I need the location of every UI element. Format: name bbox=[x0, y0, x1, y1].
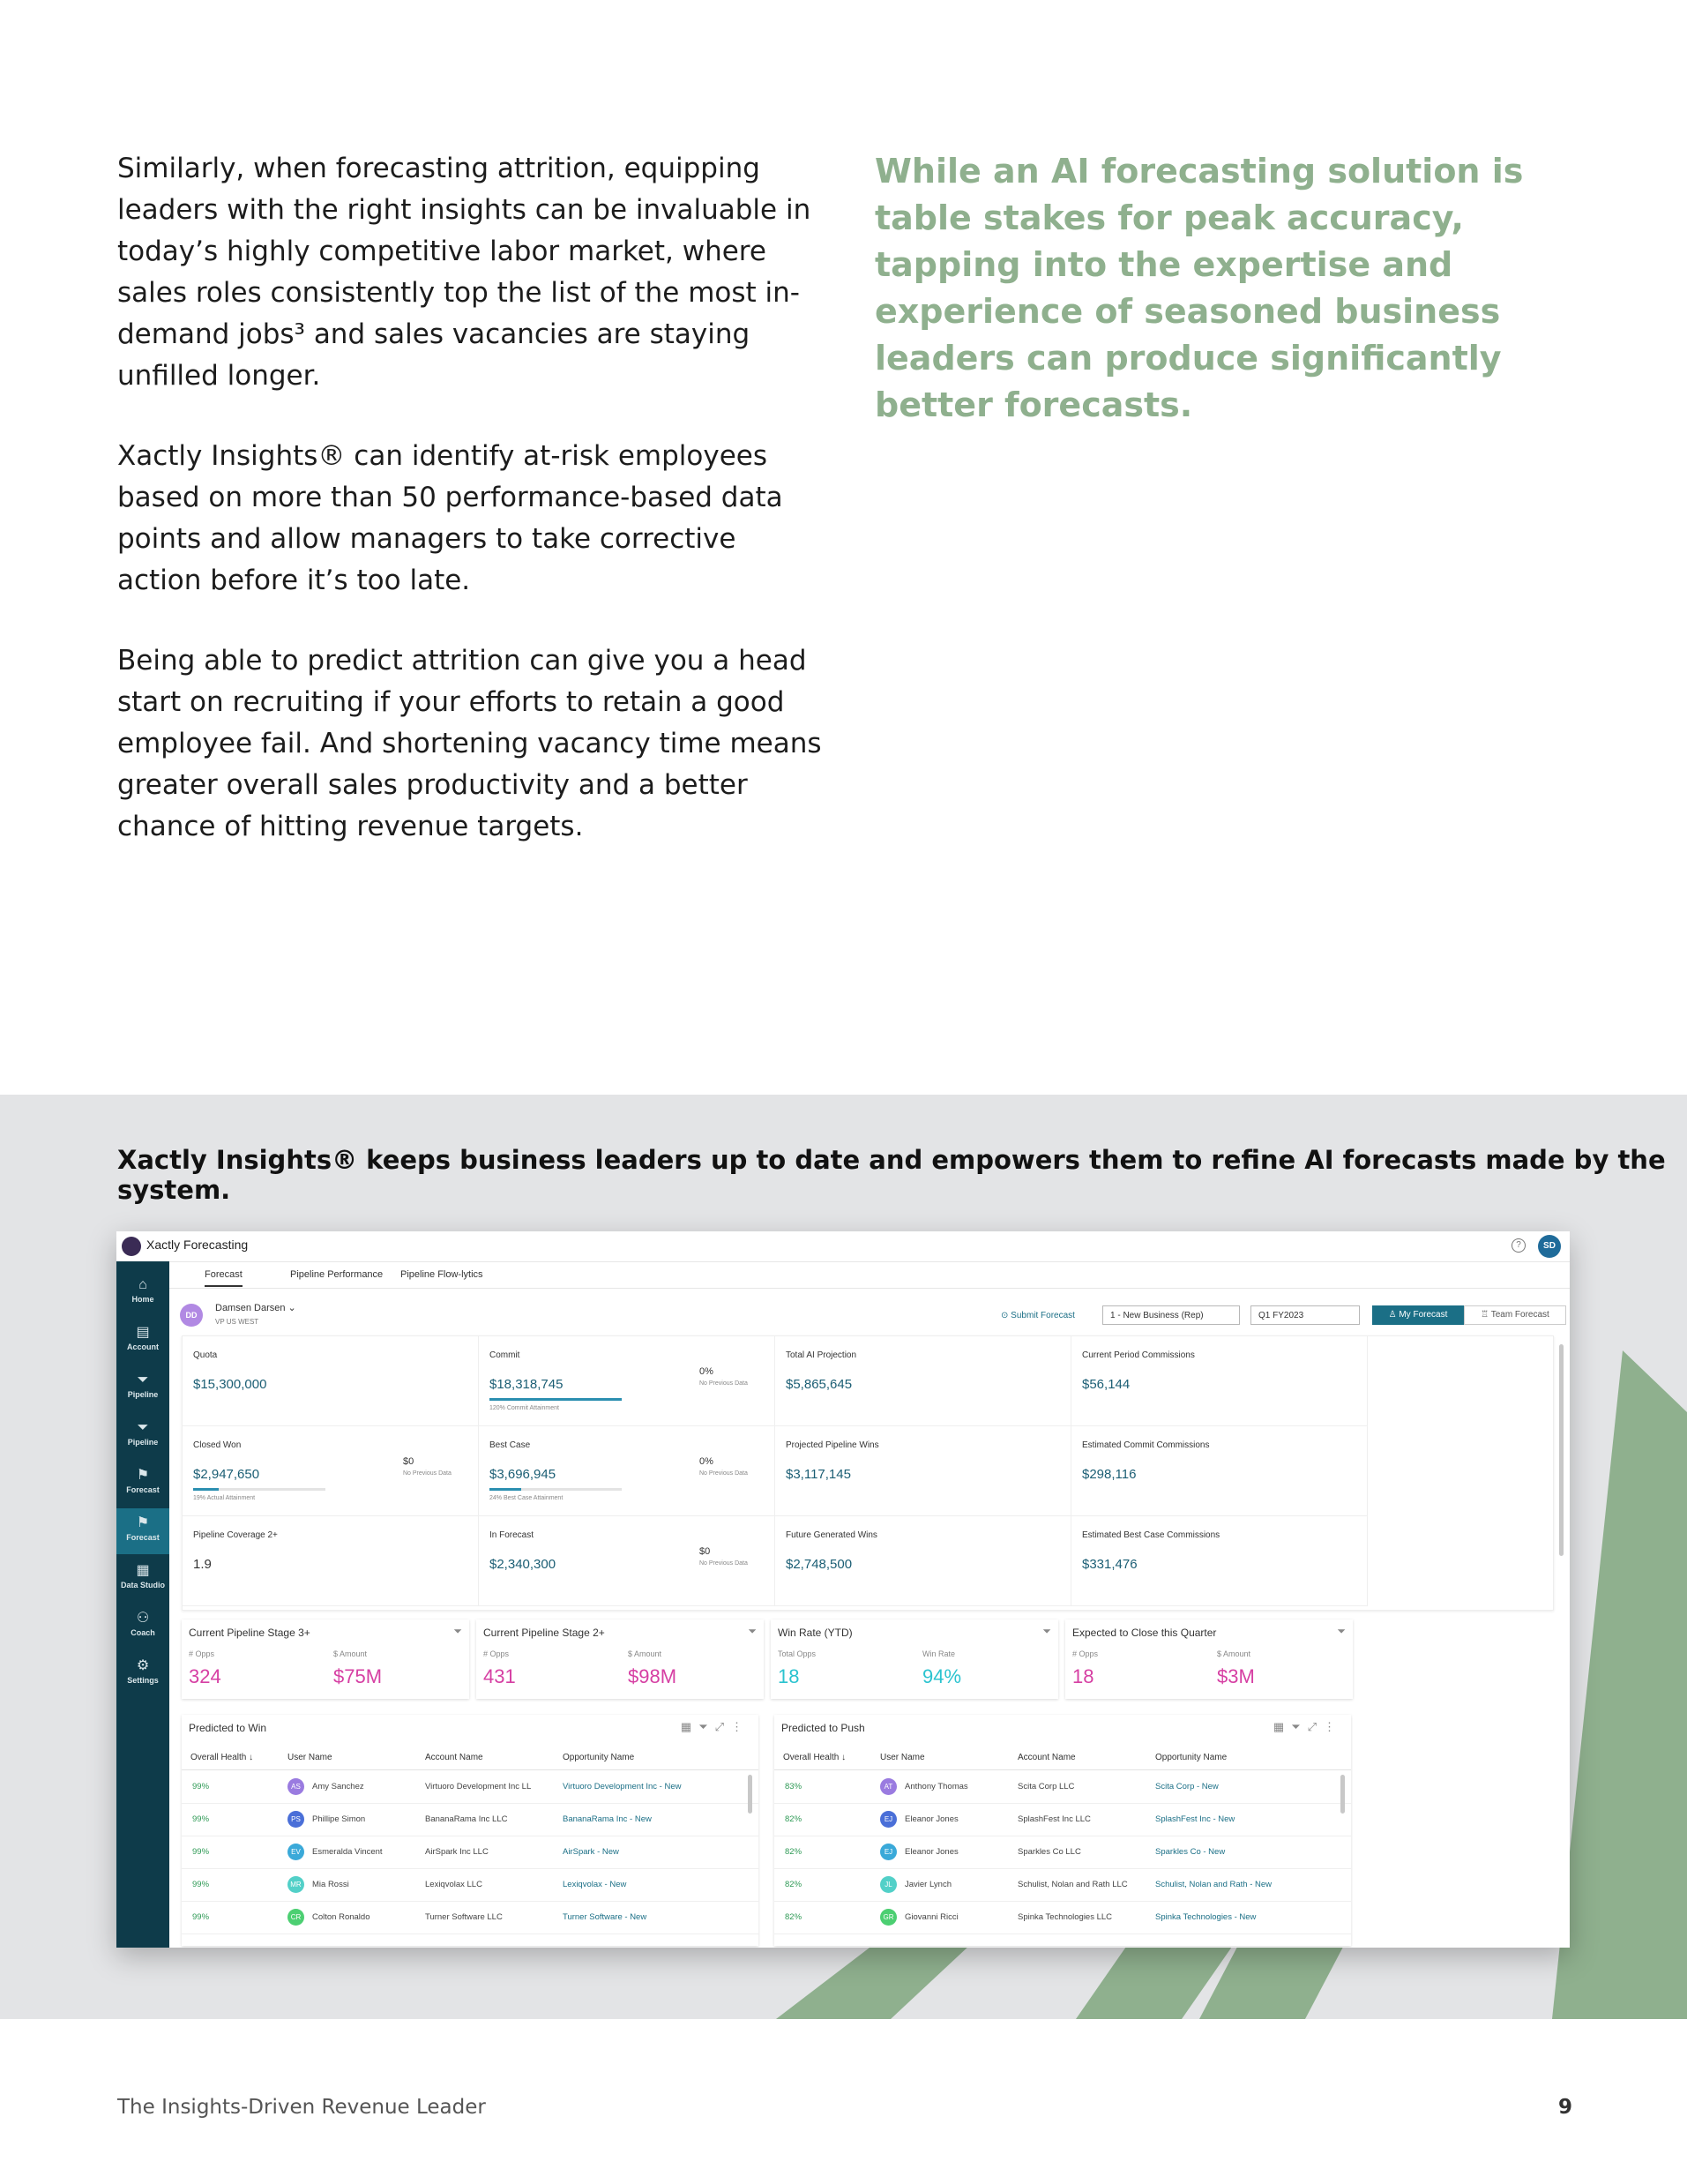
nav-label: Pipeline bbox=[127, 1438, 159, 1447]
card-pipeline-stage-3 bbox=[182, 1619, 469, 1699]
metric-change-note: No Previous Data bbox=[699, 1380, 748, 1387]
row-avatar: JL bbox=[880, 1876, 897, 1893]
metric-value: $331,476 bbox=[1082, 1557, 1138, 1572]
card-title: Win Rate (YTD) bbox=[778, 1627, 853, 1639]
row-avatar: EJ bbox=[880, 1811, 897, 1828]
attainment-fill bbox=[489, 1488, 521, 1491]
card-label-1: # Opps bbox=[1072, 1649, 1099, 1658]
metric-title: Pipeline Coverage 2+ bbox=[193, 1530, 278, 1540]
nav-home[interactable] bbox=[116, 1270, 169, 1316]
metric-in-forecast bbox=[479, 1516, 775, 1606]
col-user[interactable]: User Name bbox=[287, 1753, 332, 1762]
metric-value: $2,340,300 bbox=[489, 1557, 556, 1572]
col-user[interactable]: User Name bbox=[880, 1753, 925, 1762]
table-row[interactable] bbox=[774, 1836, 1351, 1869]
table-row[interactable] bbox=[774, 1901, 1351, 1934]
opportunity-link[interactable]: Sparkles Co - New bbox=[1155, 1847, 1226, 1857]
card-value-2: 94% bbox=[922, 1665, 962, 1687]
account-name[interactable]: AirSpark Inc LLC bbox=[425, 1847, 489, 1857]
account-name[interactable]: BananaRama Inc LLC bbox=[425, 1814, 508, 1824]
table-row[interactable] bbox=[182, 1770, 758, 1804]
metric-title: Total AI Projection bbox=[786, 1350, 857, 1360]
col-health[interactable]: Overall Health ↓ bbox=[190, 1753, 254, 1762]
nav-forecast[interactable] bbox=[116, 1461, 169, 1507]
col-opportunity[interactable]: Opportunity Name bbox=[1155, 1753, 1228, 1762]
metric-change-note: No Previous Data bbox=[699, 1470, 748, 1477]
metric-closed-won bbox=[183, 1426, 479, 1516]
user-name[interactable]: Anthony Thomas bbox=[905, 1782, 968, 1791]
metric-change-note: No Previous Data bbox=[699, 1560, 748, 1567]
metric-title: Future Generated Wins bbox=[786, 1530, 877, 1540]
metric-best-case-commissions bbox=[1071, 1516, 1368, 1606]
health-value: 82% bbox=[785, 1814, 802, 1824]
card-pipeline-stage-2 bbox=[476, 1619, 764, 1699]
attainment-note: 24% Best Case Attainment bbox=[489, 1495, 564, 1501]
card-title: Current Pipeline Stage 3+ bbox=[189, 1627, 310, 1639]
metric-title: Estimated Commit Commissions bbox=[1082, 1440, 1210, 1450]
opportunity-link[interactable]: BananaRama Inc - New bbox=[563, 1814, 652, 1824]
opportunity-link[interactable]: Spinka Technologies - New bbox=[1155, 1912, 1257, 1922]
metric-commit-commissions bbox=[1071, 1426, 1368, 1516]
user-name[interactable]: Esmeralda Vincent bbox=[312, 1847, 383, 1857]
my-forecast-button[interactable]: ♙ My Forecast bbox=[1372, 1305, 1464, 1325]
opportunity-link[interactable]: Turner Software - New bbox=[563, 1912, 647, 1922]
gear-icon: ⚙ bbox=[136, 1658, 150, 1673]
health-value: 82% bbox=[785, 1912, 802, 1922]
nav-account[interactable] bbox=[116, 1318, 169, 1364]
metric-title: Closed Won bbox=[193, 1440, 242, 1450]
footer-title: The Insights-Driven Revenue Leader bbox=[117, 2096, 486, 2119]
opportunity-link[interactable]: Schulist, Nolan and Rath - New bbox=[1155, 1880, 1273, 1889]
metric-title: Estimated Best Case Commissions bbox=[1082, 1530, 1220, 1540]
nav-label: Account bbox=[127, 1343, 159, 1351]
table-header bbox=[182, 1745, 758, 1770]
page-scrollbar[interactable] bbox=[1559, 1344, 1564, 1556]
col-account[interactable]: Account Name bbox=[1018, 1753, 1076, 1762]
data-studio-icon: ▦ bbox=[136, 1563, 150, 1578]
user-name[interactable]: Mia Rossi bbox=[312, 1880, 349, 1889]
row-avatar: AS bbox=[287, 1778, 304, 1795]
card-label-1: Total Opps bbox=[778, 1649, 817, 1658]
attainment-note: 120% Commit Attainment bbox=[489, 1405, 559, 1411]
health-value: 99% bbox=[192, 1782, 210, 1791]
metric-value: $56,144 bbox=[1082, 1377, 1131, 1392]
nav-settings[interactable] bbox=[116, 1651, 169, 1697]
opportunity-link[interactable]: AirSpark - New bbox=[563, 1847, 619, 1857]
nav-coach[interactable] bbox=[116, 1604, 169, 1649]
coach-icon: ⚇ bbox=[136, 1611, 150, 1626]
card-value-1: 18 bbox=[778, 1665, 800, 1687]
submit-forecast-button[interactable]: ⊙ Submit Forecast bbox=[1001, 1311, 1075, 1320]
account-name[interactable]: Spinka Technologies LLC bbox=[1018, 1912, 1113, 1922]
card-expected-close bbox=[1065, 1619, 1353, 1699]
table-row[interactable] bbox=[774, 1770, 1351, 1804]
nav-label: Coach bbox=[131, 1628, 155, 1637]
metric-value: $5,865,645 bbox=[786, 1377, 853, 1392]
card-label-2: $ Amount bbox=[333, 1649, 368, 1658]
card-label-2: Win Rate bbox=[922, 1649, 956, 1658]
filter-icon[interactable]: ⏷ bbox=[1337, 1625, 1346, 1637]
nav-data-studio[interactable] bbox=[116, 1556, 169, 1602]
row-avatar: EV bbox=[287, 1844, 304, 1860]
metric-change: $0 bbox=[403, 1456, 414, 1467]
opportunity-link[interactable]: SplashFest Inc - New bbox=[1155, 1814, 1235, 1824]
manager-role: VP US WEST bbox=[215, 1318, 259, 1326]
forecast-icon: ⚑ bbox=[136, 1468, 150, 1483]
card-title: Expected to Close this Quarter bbox=[1072, 1627, 1217, 1639]
paragraph-3: Being able to predict attrition can give you a head start on recruiting if your efforts to retain a good employee fail. And shortening vacancy time means greater overall sales productivity and a better chance of hitting revenue targets. bbox=[117, 645, 822, 842]
metric-value: $15,300,000 bbox=[193, 1377, 267, 1392]
nav-label: Forecast bbox=[126, 1533, 160, 1542]
card-label-2: $ Amount bbox=[628, 1649, 662, 1658]
nav-pipeline-2[interactable] bbox=[116, 1413, 169, 1459]
attainment-bar bbox=[489, 1398, 622, 1401]
tab-forecast[interactable]: Forecast bbox=[205, 1269, 243, 1287]
metric-current-commissions bbox=[1071, 1336, 1368, 1426]
period-select[interactable]: Q1 FY2023 bbox=[1250, 1305, 1360, 1325]
health-value: 99% bbox=[192, 1880, 210, 1889]
nav-label: Settings bbox=[127, 1676, 159, 1685]
metric-quota bbox=[183, 1336, 479, 1426]
account-name[interactable]: Lexiqvolax LLC bbox=[425, 1880, 482, 1889]
metric-title: Projected Pipeline Wins bbox=[786, 1440, 879, 1450]
metric-change: 0% bbox=[699, 1366, 713, 1377]
metric-value: $2,748,500 bbox=[786, 1557, 853, 1572]
col-health[interactable]: Overall Health ↓ bbox=[783, 1753, 847, 1762]
col-opportunity[interactable]: Opportunity Name bbox=[563, 1753, 635, 1762]
card-label-1: # Opps bbox=[189, 1649, 215, 1658]
card-win-rate bbox=[771, 1619, 1058, 1699]
body-text bbox=[117, 148, 823, 886]
table-title: Predicted to Push bbox=[781, 1722, 865, 1734]
nav-label: Home bbox=[131, 1295, 154, 1304]
table-scrollbar[interactable] bbox=[748, 1775, 752, 1814]
metric-projected-wins bbox=[775, 1426, 1071, 1516]
metric-pipeline-coverage bbox=[183, 1516, 479, 1606]
pull-quote: While an AI forecasting solution is table stakes for peak accuracy, tapping into the expertise and experience of seasoned business leaders can produce significantly better forecasts. bbox=[875, 152, 1524, 424]
card-label-2: $ Amount bbox=[1217, 1649, 1251, 1658]
attainment-fill bbox=[489, 1398, 622, 1401]
row-avatar: GR bbox=[880, 1909, 897, 1926]
table-row[interactable] bbox=[182, 1868, 758, 1902]
account-name[interactable]: SplashFest Inc LLC bbox=[1018, 1814, 1091, 1824]
account-name[interactable]: Schulist, Nolan and Rath LLC bbox=[1018, 1880, 1128, 1889]
metric-title: Commit bbox=[489, 1350, 520, 1360]
row-avatar: PS bbox=[287, 1811, 304, 1828]
card-value-1: 18 bbox=[1072, 1665, 1094, 1687]
account-name[interactable]: Turner Software LLC bbox=[425, 1912, 503, 1922]
table-row[interactable] bbox=[182, 1836, 758, 1869]
metric-title: Current Period Commissions bbox=[1082, 1350, 1195, 1360]
nav-label: Data Studio bbox=[120, 1581, 165, 1589]
metric-change: 0% bbox=[699, 1456, 713, 1467]
funnel-icon: ⏷ bbox=[137, 1372, 149, 1387]
metric-change: $0 bbox=[699, 1546, 711, 1557]
col-account[interactable]: Account Name bbox=[425, 1753, 483, 1762]
funnel-icon: ⏷ bbox=[137, 1420, 149, 1435]
filter-icon[interactable]: ⏷ bbox=[748, 1625, 757, 1637]
filter-icon[interactable]: ⏷ bbox=[1042, 1625, 1051, 1637]
app-screenshot bbox=[116, 1231, 1570, 1948]
metric-best-case bbox=[479, 1426, 775, 1516]
app-topbar bbox=[116, 1231, 1570, 1262]
sidebar bbox=[116, 1261, 169, 1948]
user-name[interactable]: Giovanni Ricci bbox=[905, 1912, 959, 1922]
health-value: 99% bbox=[192, 1814, 210, 1824]
user-name[interactable]: Phillipe Simon bbox=[312, 1814, 366, 1824]
card-label-1: # Opps bbox=[483, 1649, 510, 1658]
metric-title: Best Case bbox=[489, 1440, 531, 1450]
help-icon[interactable]: ? bbox=[1512, 1238, 1526, 1253]
metrics-grid bbox=[182, 1335, 1554, 1611]
opportunity-link[interactable]: Scita Corp - New bbox=[1155, 1782, 1219, 1791]
card-value-2: $3M bbox=[1217, 1665, 1255, 1687]
paragraph-2: Xactly Insights® can identify at-risk employees based on more than 50 performance-based data points and allow managers to take corrective action before it’s too late. bbox=[117, 440, 783, 596]
row-avatar: CR bbox=[287, 1909, 304, 1926]
user-name[interactable]: Amy Sanchez bbox=[312, 1782, 364, 1791]
metric-value: $18,318,745 bbox=[489, 1377, 564, 1392]
user-name[interactable]: Colton Ronaldo bbox=[312, 1912, 370, 1922]
attainment-fill bbox=[193, 1488, 219, 1491]
account-name[interactable]: Scita Corp LLC bbox=[1018, 1782, 1075, 1791]
card-value-1: 431 bbox=[483, 1665, 516, 1687]
tab-pipeline-flowlytics[interactable]: Pipeline Flow-lytics bbox=[400, 1269, 483, 1280]
table-scrollbar[interactable] bbox=[1340, 1775, 1345, 1814]
attainment-bar bbox=[489, 1488, 622, 1491]
tab-pipeline-performance[interactable]: Pipeline Performance bbox=[290, 1269, 384, 1280]
app-title: Xactly Forecasting bbox=[146, 1238, 249, 1252]
table-title: Predicted to Win bbox=[189, 1722, 267, 1734]
user-name[interactable]: Javier Lynch bbox=[905, 1880, 952, 1889]
opportunity-link[interactable]: Virtuoro Development Inc - New bbox=[563, 1782, 682, 1791]
card-value-2: $75M bbox=[333, 1665, 383, 1687]
user-avatar[interactable]: SD bbox=[1538, 1235, 1561, 1258]
metric-value: $298,116 bbox=[1082, 1467, 1137, 1482]
attainment-note: 19% Actual Attainment bbox=[193, 1495, 256, 1501]
predicted-to-push-table bbox=[774, 1715, 1351, 1946]
home-icon: ⌂ bbox=[138, 1277, 147, 1292]
health-value: 82% bbox=[785, 1847, 802, 1857]
card-title: Current Pipeline Stage 2+ bbox=[483, 1627, 605, 1639]
table-row[interactable] bbox=[182, 1901, 758, 1934]
xactly-logo-icon bbox=[122, 1237, 141, 1256]
paragraph-1: Similarly, when forecasting attrition, equipping leaders with the right insights can be invaluable in today’s highly competitive labor market, where sales roles consistently top the list of the most in-demand jobs³ and sales vacancies are staying unfilled longer. bbox=[117, 153, 811, 392]
metric-title: Quota bbox=[193, 1350, 218, 1360]
table-row[interactable] bbox=[774, 1803, 1351, 1836]
health-value: 82% bbox=[785, 1880, 802, 1889]
metric-future-wins bbox=[775, 1516, 1071, 1606]
metric-value: $2,947,650 bbox=[193, 1467, 260, 1482]
nav-forecast-active[interactable] bbox=[116, 1508, 169, 1554]
table-row[interactable] bbox=[774, 1868, 1351, 1902]
team-forecast-button[interactable]: ♖ Team Forecast bbox=[1464, 1305, 1566, 1325]
tab-bar bbox=[169, 1261, 1570, 1289]
table-tools[interactable]: ▦⏷⤢⋮ bbox=[680, 1720, 750, 1733]
row-avatar: EJ bbox=[880, 1844, 897, 1860]
filter-icon[interactable]: ⏷ bbox=[453, 1625, 462, 1637]
card-value-1: 324 bbox=[189, 1665, 221, 1687]
nav-label: Pipeline bbox=[127, 1390, 159, 1399]
table-header bbox=[774, 1745, 1351, 1770]
table-row[interactable] bbox=[182, 1803, 758, 1836]
metric-value: $3,117,145 bbox=[786, 1467, 851, 1482]
health-value: 99% bbox=[192, 1912, 210, 1922]
business-select[interactable]: 1 - New Business (Rep) bbox=[1102, 1305, 1240, 1325]
forecast-icon: ⚑ bbox=[136, 1515, 150, 1530]
metric-change-note: No Previous Data bbox=[403, 1470, 452, 1477]
health-value: 99% bbox=[192, 1847, 210, 1857]
manager-avatar: DD bbox=[180, 1304, 203, 1327]
page-number: 9 bbox=[1557, 2096, 1572, 2119]
nav-pipeline[interactable] bbox=[116, 1365, 169, 1411]
table-tools[interactable]: ▦⏷⤢⋮ bbox=[1273, 1720, 1342, 1733]
metric-value: 1.9 bbox=[193, 1557, 212, 1572]
metric-ai-projection bbox=[775, 1336, 1071, 1426]
row-avatar: AT bbox=[880, 1778, 897, 1795]
metric-value: $3,696,945 bbox=[489, 1467, 556, 1482]
opportunity-link[interactable]: Lexiqvolax - New bbox=[563, 1880, 627, 1889]
account-name[interactable]: Virtuoro Development Inc LL bbox=[425, 1782, 532, 1791]
metric-title: In Forecast bbox=[489, 1530, 534, 1540]
card-value-2: $98M bbox=[628, 1665, 677, 1687]
nav-label: Forecast bbox=[126, 1485, 160, 1494]
account-name[interactable]: Sparkles Co LLC bbox=[1018, 1847, 1081, 1857]
figure-caption: Xactly Insights® keeps business leaders up to date and empowers them to refine AI forecasts made by the system. bbox=[117, 1145, 1666, 1205]
predicted-to-win-table bbox=[182, 1715, 758, 1946]
user-name[interactable]: Eleanor Jones bbox=[905, 1814, 959, 1824]
row-avatar: MR bbox=[287, 1876, 304, 1893]
manager-name[interactable]: Damsen Darsen ⌄ bbox=[215, 1303, 296, 1313]
health-value: 83% bbox=[785, 1782, 802, 1791]
user-name[interactable]: Eleanor Jones bbox=[905, 1847, 959, 1857]
attainment-bar bbox=[193, 1488, 325, 1491]
metric-commit bbox=[479, 1336, 775, 1426]
building-icon: ▤ bbox=[136, 1325, 150, 1340]
